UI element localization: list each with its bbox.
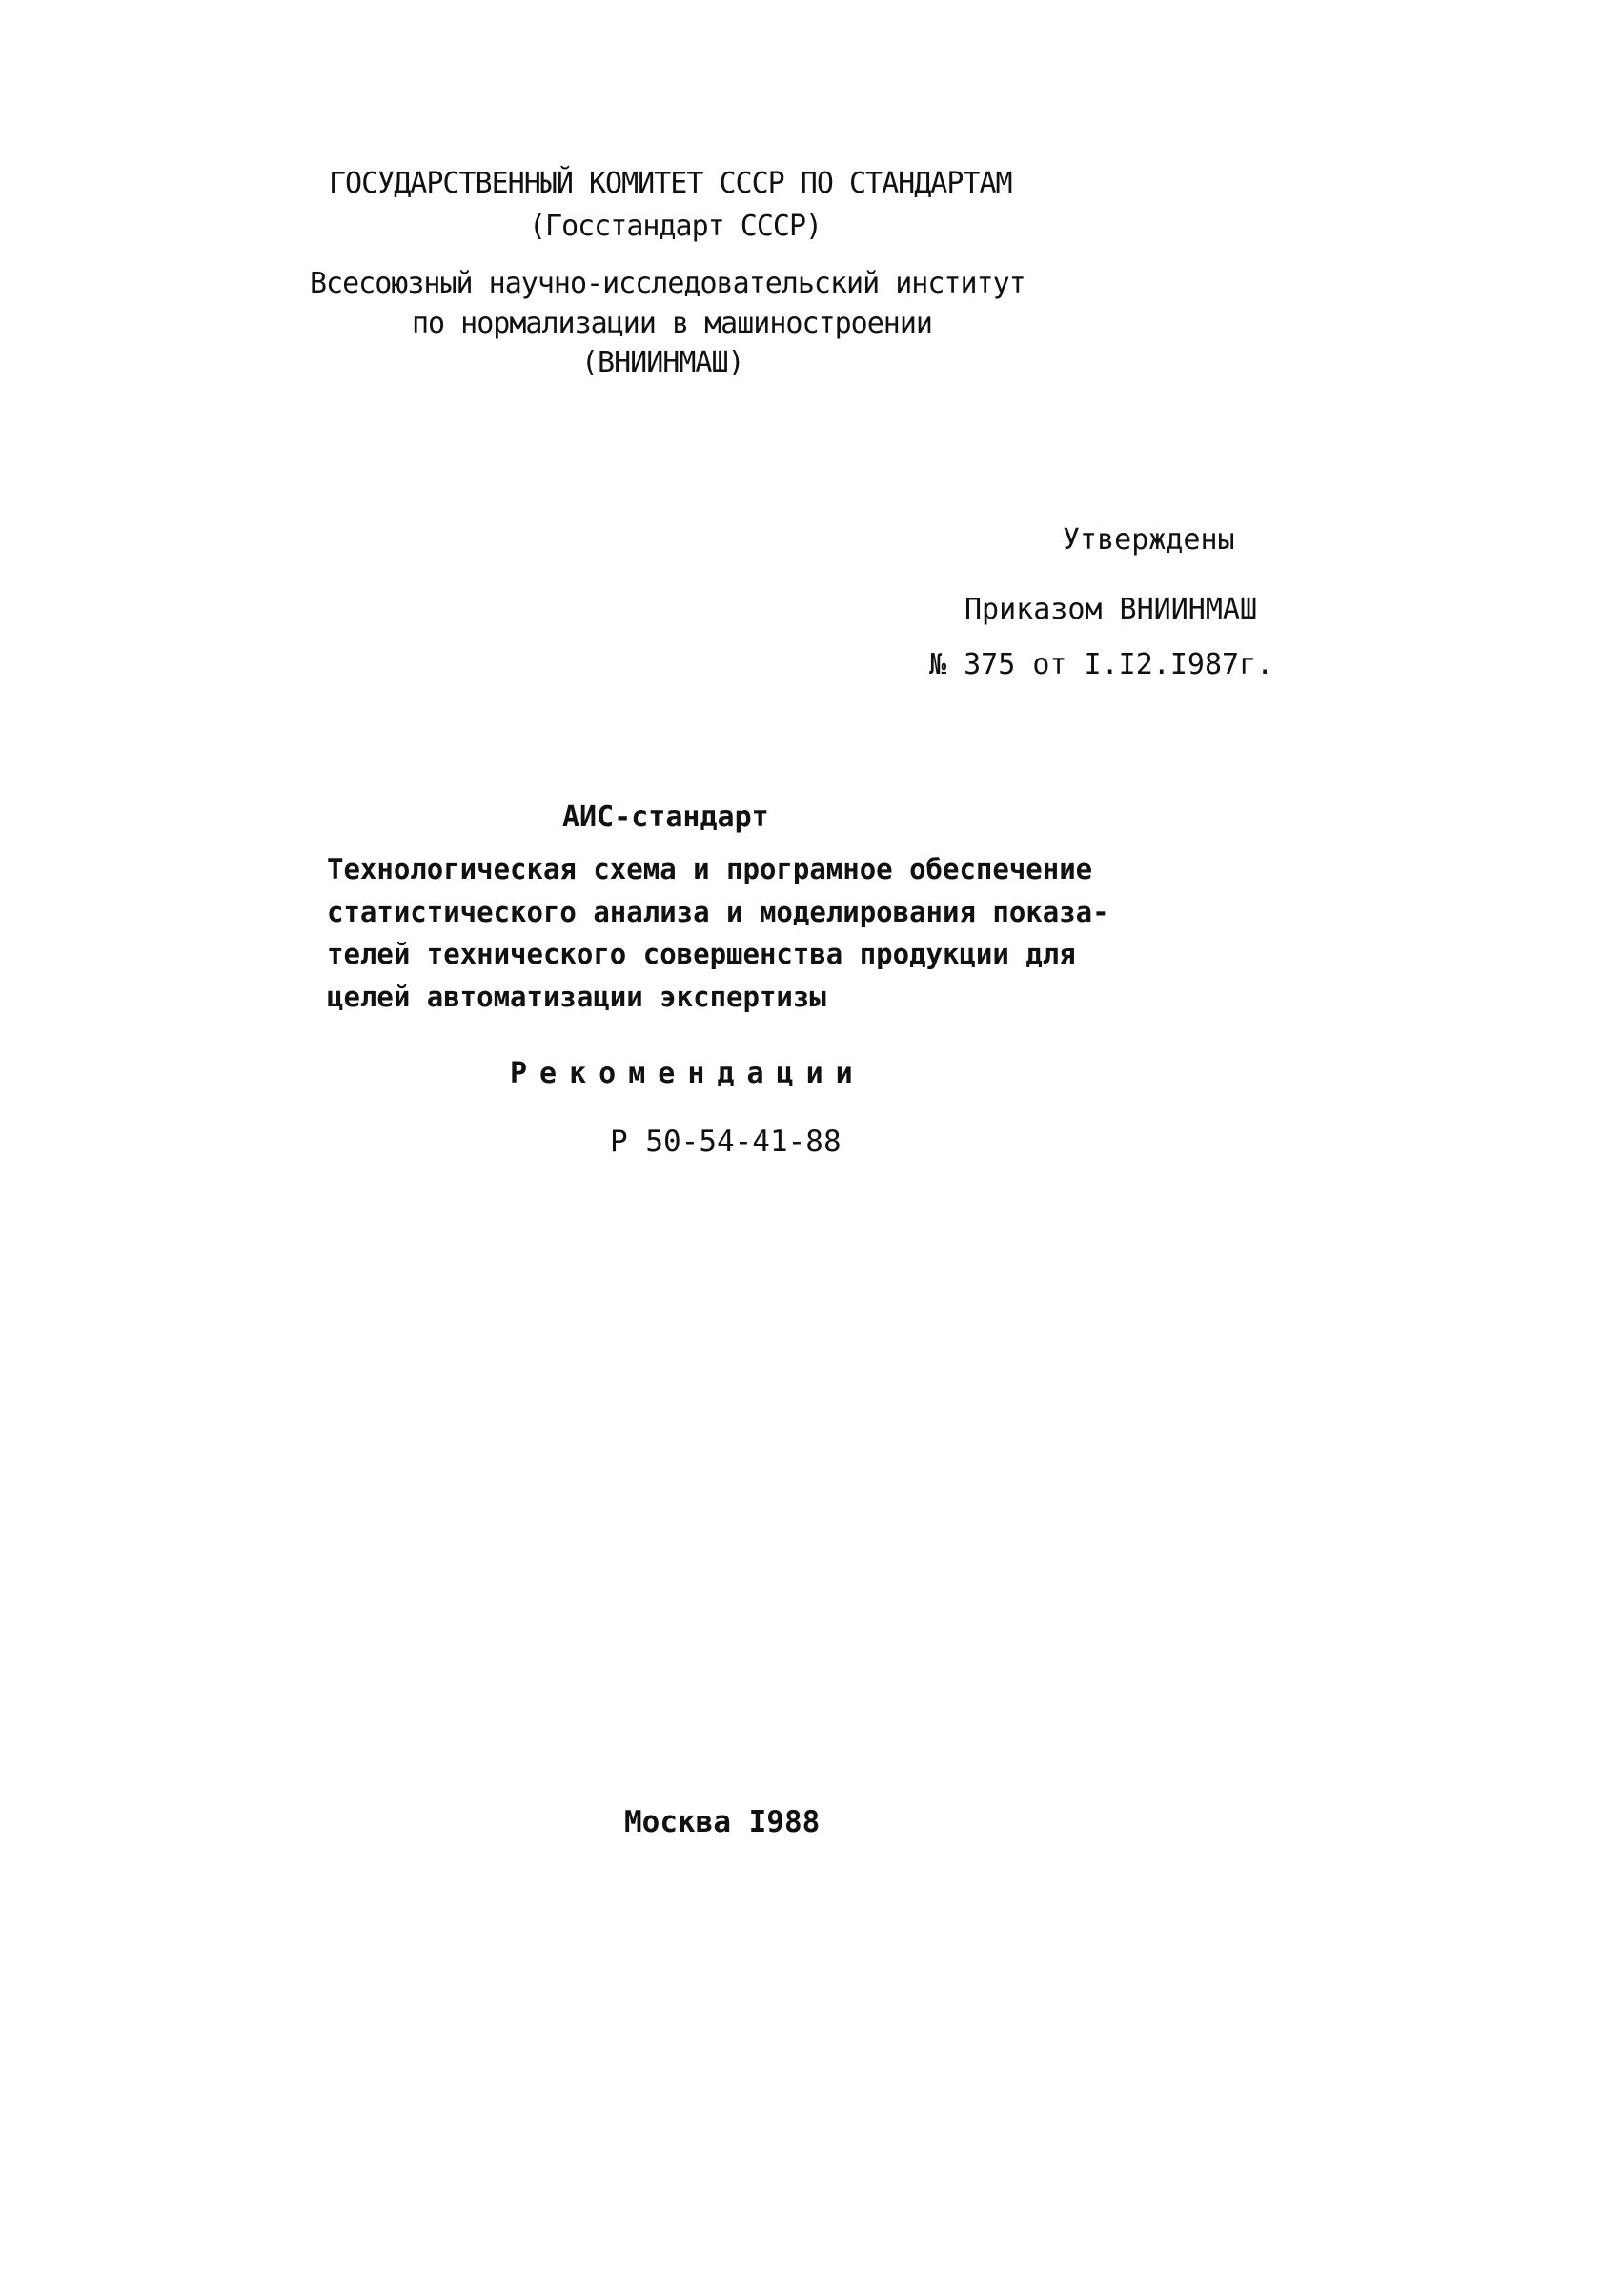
institute-abbreviation: (ВНИИНМАШ): [581, 346, 744, 379]
approval-line-2: Приказом ВНИИНМАШ: [964, 593, 1258, 626]
committee-title: ГОСУДАРСТВЕННЫЙ КОМИТЕТ СССР ПО СТАНДАРТАМ: [329, 167, 1012, 200]
document-type: Рекомендации: [510, 1057, 865, 1090]
institute-line-2: по нормализации в машиностроении: [412, 307, 932, 340]
city-year: Москва I988: [624, 1805, 821, 1839]
document-series: АИС-стандарт: [562, 801, 769, 834]
approval-line-3: № 375 от I.I2.I987г.: [929, 648, 1274, 681]
document-code: Р 50-54-41-88: [610, 1125, 842, 1159]
document-title-line-4: целей автоматизации экспертизы: [327, 981, 826, 1013]
institute-line-1: Всесоюзный научно-исследовательский институт: [310, 267, 1025, 300]
document-title-line-1: Технологическая схема и програмное обеспечение: [327, 853, 1093, 885]
document-title-line-2: статистического анализа и моделирования показа-: [327, 896, 1109, 928]
document-title-line-3: телей технического совершенства продукции для: [327, 938, 1076, 970]
committee-abbreviation: (Госстандарт СССР): [529, 210, 822, 243]
approval-line-1: Утверждены: [1063, 523, 1235, 557]
